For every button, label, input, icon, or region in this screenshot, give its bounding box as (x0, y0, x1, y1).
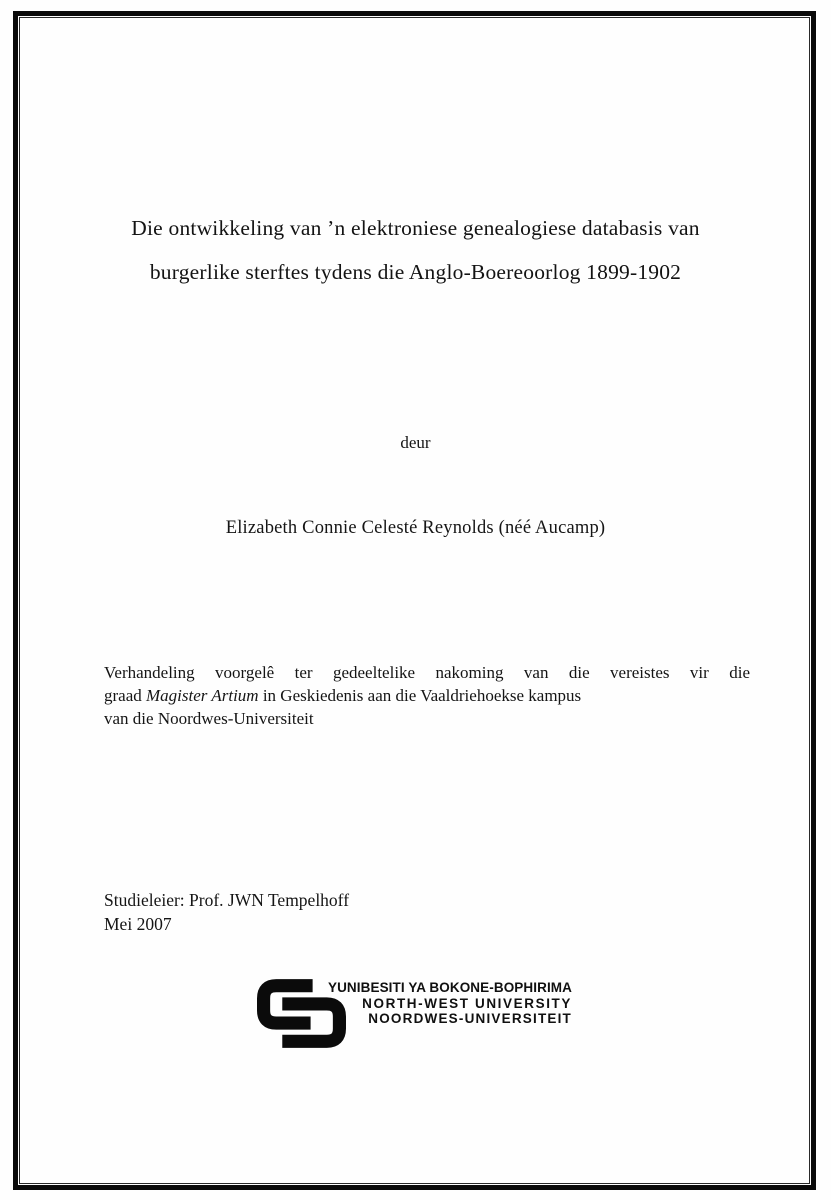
supervisor-line: Studieleier: Prof. JWN Tempelhoff (104, 890, 350, 910)
statement-line3: van die Noordwes-Universiteit (104, 709, 314, 728)
thesis-title-line2: burgerlike sterftes tydens die Anglo-Boereoorlog 1899-1902 (149, 260, 682, 284)
logo-text-afrikaans: NOORDWES-UNIVERSITEIT (368, 1011, 572, 1027)
thesis-title (0, 206, 831, 294)
submission-statement (104, 661, 750, 730)
university-logo-text (306, 980, 572, 1027)
logo-text-english: NORTH-WEST UNIVERSITY (362, 995, 572, 1011)
logo-text-setswana: YUNIBESITI YA BOKONE-BOPHIRIMA (327, 980, 572, 995)
thesis-title-line1: Die ontwikkeling van ’n elektroniese genealogiese databasis van (131, 216, 700, 240)
author-name: Elizabeth Connie Celesté Reynolds (néé Aucamp) (225, 518, 606, 538)
date-line: Mei 2007 (104, 914, 172, 934)
statement-line1: Verhandeling voorgelê ter gedeeltelike nakoming van die vereistes vir die (104, 663, 750, 682)
byline-deur: deur (400, 433, 431, 452)
statement-degree-name: Magister Artium (146, 686, 259, 705)
statement-line2 (104, 684, 750, 707)
statement-line2-prefix: graad (104, 686, 147, 705)
supervisor-block (104, 888, 349, 936)
statement-line2-suffix: in Geskiedenis aan die Vaaldriehoekse kampus (258, 686, 582, 705)
